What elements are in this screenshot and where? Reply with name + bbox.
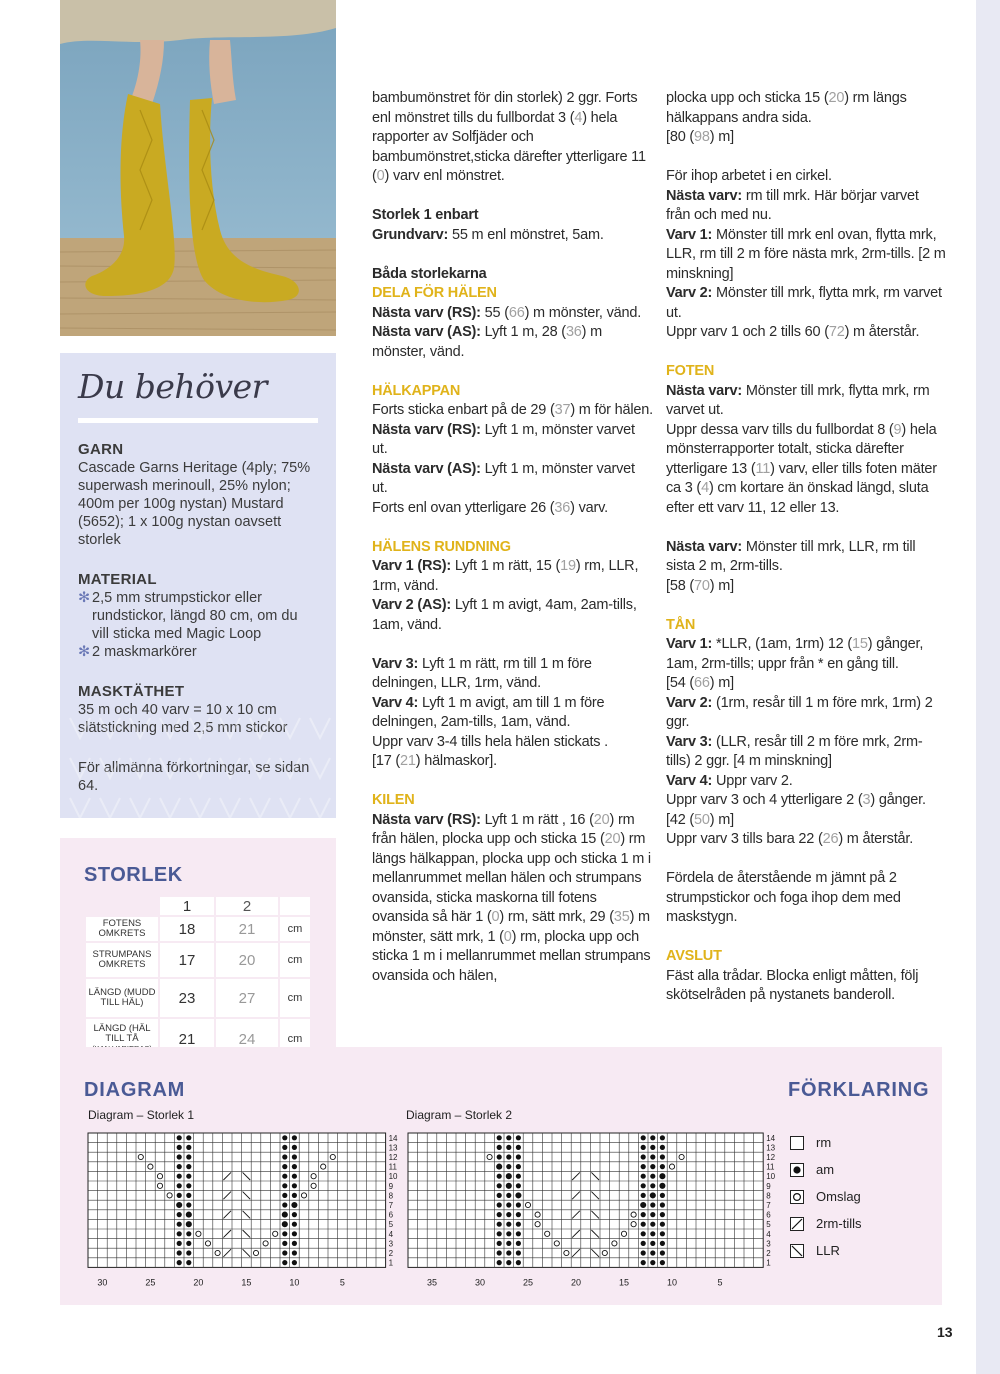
- purl-symbol: [650, 1164, 655, 1169]
- paragraph: bambumönstret för din storlek) 2 ggr. Forts enl mönstret tills du fullbordat 3 (4) hela rapporter av Solfjäder och bambumönstret,sticka därefter ytterligare 11 (0) varv enl mönstret.: [372, 90, 646, 184]
- legend-item: LLR: [790, 1237, 862, 1264]
- purl-symbol: [660, 1154, 665, 1159]
- purl-symbol-icon: [790, 1163, 804, 1177]
- paragraph: plocka upp och sticka 15 (20) rm längs hälkappans andra sida.: [666, 90, 907, 126]
- column-label: 20: [570, 1277, 582, 1288]
- row-label: 11: [388, 1162, 397, 1172]
- purl-symbol: [641, 1183, 646, 1188]
- paragraph: Uppr varv 3-4 tills hela hälen stickats .: [372, 733, 608, 750]
- paragraph: [80 (98) m]: [666, 129, 734, 145]
- chart-diagram-size-1: [84, 1129, 404, 1289]
- purl-symbol: [186, 1174, 191, 1179]
- page-number: 13: [937, 1324, 953, 1340]
- row-label: 9: [766, 1181, 771, 1191]
- purl-symbol: [497, 1222, 502, 1227]
- purl-symbol: [282, 1231, 287, 1236]
- legend-item: am: [790, 1156, 862, 1183]
- purl-symbol: [641, 1212, 646, 1217]
- purl-symbol: [641, 1154, 646, 1159]
- purl-symbol: [506, 1154, 511, 1159]
- row-label: 10: [388, 1172, 398, 1182]
- size-row-label: LÄNGD (MUDD TILL HÄL): [86, 979, 158, 1017]
- paragraph: Nästa varv (RS): 55 (66) m mönster, vänd.: [372, 304, 642, 321]
- purl-symbol: [506, 1135, 511, 1140]
- purl-symbol: [292, 1145, 297, 1150]
- row-label: 2: [388, 1249, 394, 1258]
- purl-symbol: [516, 1174, 521, 1179]
- paragraph: Varv 1: *LLR, (1am, 1rm) 12 (15) gånger, 1am, 2rm-tills; uppr från * en gång till.: [666, 636, 924, 672]
- row-label: 8: [766, 1191, 771, 1201]
- yarn-over-symbol-icon: [790, 1190, 804, 1204]
- paragraph: Varv 1 (RS): Lyft 1 m rätt, 15 (19) rm, LLR, 1rm, vänd.: [372, 558, 639, 594]
- paragraph: Varv 4: Lyft 1 m avigt, am till 1 m före delningen, 2am-tills, 1am, vänd.: [372, 694, 605, 730]
- size1-heading: Storlek 1 enbart: [372, 207, 479, 223]
- row-label: 12: [388, 1153, 398, 1162]
- materials-panel: [60, 353, 336, 818]
- section-heading: TÅN: [666, 616, 696, 633]
- purl-symbol: [650, 1202, 655, 1207]
- purl-symbol: [660, 1145, 665, 1150]
- row-label: 6: [388, 1210, 394, 1220]
- purl-symbol: [497, 1231, 502, 1236]
- column-label: 25: [145, 1277, 156, 1288]
- purl-symbol: [292, 1183, 297, 1188]
- column-label: 10: [289, 1277, 300, 1288]
- purl-symbol: [650, 1222, 655, 1227]
- purl-symbol: [186, 1145, 191, 1150]
- purl-symbol: [186, 1260, 191, 1265]
- instructions-column-2: [666, 89, 946, 1006]
- row-label: 11: [766, 1162, 775, 1172]
- purl-symbol: [282, 1174, 287, 1179]
- purl-symbol: [497, 1250, 502, 1255]
- purl-symbol: [497, 1135, 502, 1140]
- snowflake-bullet-icon: ✻: [78, 590, 91, 606]
- paragraph: För ihop arbetet i en cirkel.: [666, 168, 832, 184]
- purl-symbol: [282, 1250, 287, 1255]
- row-label: 4: [766, 1229, 771, 1239]
- legend-item: rm: [790, 1129, 862, 1156]
- purl-symbol: [497, 1145, 502, 1150]
- row-label: 10: [766, 1172, 776, 1182]
- purl-symbol: [641, 1145, 646, 1150]
- purl-symbol: [177, 1183, 182, 1188]
- purl-symbol: [292, 1174, 297, 1179]
- title-underline: [78, 418, 318, 423]
- purl-symbol: [282, 1202, 287, 1207]
- purl-symbol: [506, 1250, 511, 1255]
- purl-symbol: [186, 1135, 191, 1140]
- purl-symbol: [650, 1212, 655, 1217]
- purl-symbol: [516, 1250, 521, 1255]
- purl-symbol: [497, 1174, 502, 1179]
- purl-symbol: [282, 1193, 287, 1198]
- purl-symbol: [516, 1154, 521, 1159]
- purl-symbol: [186, 1193, 191, 1198]
- purl-symbol: [506, 1260, 511, 1265]
- purl-symbol: [177, 1154, 182, 1159]
- purl-symbol: [177, 1241, 182, 1246]
- paragraph: Nästa varv (AS): Lyft 1 m, 28 (36) m mönster, vänd.: [372, 324, 603, 360]
- paragraph: [42 (50) m]: [666, 811, 734, 828]
- paragraph: Varv 3: Lyft 1 m rätt, rm till 1 m före delningen, LLR, 1rm, vänd.: [372, 655, 592, 691]
- diagram-panel: [60, 1047, 942, 1305]
- purl-symbol: [660, 1202, 665, 1207]
- purl-symbol: [516, 1231, 521, 1236]
- purl-symbol: [641, 1135, 646, 1140]
- paragraph: Uppr varv 3 tills bara 22 (26) m återstår.: [666, 831, 914, 847]
- row-label: 14: [766, 1133, 776, 1143]
- paragraph: Varv 2 (AS): Lyft 1 m avigt, 4am, 2am-tills, 1am, vänd.: [372, 597, 637, 633]
- column-label: 15: [618, 1277, 630, 1288]
- chart-2-caption: Diagram – Storlek 2: [406, 1108, 513, 1122]
- row-label: 14: [388, 1133, 398, 1143]
- purl-symbol: [497, 1154, 502, 1159]
- row-label: 8: [388, 1191, 394, 1201]
- row-label: 12: [766, 1153, 776, 1162]
- purl-symbol: [641, 1222, 646, 1227]
- purl-symbol: [177, 1174, 182, 1179]
- purl-symbol: [660, 1241, 665, 1246]
- instructions-column-1: [372, 89, 654, 986]
- paragraph: Forts enl ovan ytterligare 26 (36) varv.: [372, 499, 608, 516]
- purl-symbol: [186, 1250, 191, 1255]
- chart-1-caption: Diagram – Storlek 1: [88, 1108, 195, 1122]
- purl-symbol: [177, 1222, 182, 1227]
- size-table: [84, 895, 312, 1061]
- purl-symbol: [292, 1260, 297, 1265]
- paragraph: Uppr dessa varv tills du fullbordat 8 (9) hela mönsterrapporter totalt, sticka därefter ytterligare 13 (11) varv, eller tills foten mäter ca 3 (4) cm kortare än önskad längd, sluta efter ett varv 11, 12 eller 13.: [666, 421, 937, 516]
- purl-symbol: [177, 1250, 182, 1255]
- purl-symbol: [292, 1231, 297, 1236]
- k2tog-symbol-icon: [790, 1217, 804, 1231]
- legend-item: 2rm-tills: [790, 1210, 862, 1237]
- purl-symbol: [506, 1164, 511, 1169]
- row-label: 6: [766, 1210, 771, 1220]
- section-heading: AVSLUT: [666, 948, 722, 964]
- purl-symbol: [292, 1212, 297, 1217]
- row-label: 5: [388, 1220, 394, 1230]
- purl-symbol: [292, 1154, 297, 1159]
- purl-symbol: [650, 1183, 655, 1188]
- purl-symbol: [641, 1250, 646, 1255]
- row-label: 13: [766, 1143, 776, 1153]
- column-label: 30: [97, 1277, 108, 1288]
- paragraph: Fäst alla trådar. Blocka enligt måtten, följ skötselråden på nystanets banderoll.: [666, 967, 919, 1003]
- yarn-text: Cascade Garns Heritage (4ply; 75% superwash merinoull, 25% nylon; 400m per 100g nystan) Mustard (5652); 1 x 100g nystan oavsett storlek: [78, 460, 311, 548]
- row-label: 7: [766, 1201, 771, 1210]
- purl-symbol: [282, 1145, 287, 1150]
- purl-symbol: [641, 1231, 646, 1236]
- size-row: STRUMPANS OMKRETS 17 20 cm: [86, 943, 310, 977]
- section-heading: DELA FÖR HÄLEN: [372, 285, 497, 301]
- purl-symbol: [186, 1164, 191, 1169]
- paragraph: Varv 3: (LLR, resår till 2 m före mrk, 2rm-tills) 2 ggr. [4 m minskning]: [666, 733, 923, 769]
- purl-symbol: [282, 1164, 287, 1169]
- purl-symbol: [292, 1135, 297, 1140]
- legend-title: FÖRKLARING: [788, 1079, 930, 1101]
- purl-symbol: [641, 1174, 646, 1179]
- purl-symbol: [660, 1260, 665, 1265]
- paragraph: Grundvarv: 55 m enl mönstret, 5am.: [372, 226, 604, 243]
- diagram-title: DIAGRAM: [84, 1079, 186, 1101]
- purl-symbol: [506, 1241, 511, 1246]
- purl-symbol: [497, 1183, 502, 1188]
- size-row-label: LÄNGD (HÄL TILL TÅ: [86, 1019, 158, 1059]
- purl-symbol: [177, 1231, 182, 1236]
- section-heading: HÄLENS RUNDNING: [372, 538, 511, 555]
- purl-symbol: [650, 1241, 655, 1246]
- snowflake-bullet-icon: ✻: [78, 644, 91, 660]
- purl-symbol: [506, 1231, 511, 1236]
- size-2-header: 2: [216, 897, 278, 915]
- size-row: LÄNGD (MUDD TILL HÄL) 23 27 cm: [86, 979, 310, 1017]
- chart-diagram-size-2: [404, 1129, 778, 1289]
- purl-symbol: [641, 1241, 646, 1246]
- purl-symbol: [282, 1183, 287, 1188]
- section-heading: HÄLKAPPAN: [372, 382, 461, 399]
- sock-photo: [60, 0, 336, 336]
- column-label: 20: [193, 1277, 204, 1288]
- purl-symbol: [660, 1212, 665, 1217]
- purl-symbol: [186, 1241, 191, 1246]
- size-row-label: FOTENS OMKRETS: [86, 917, 158, 941]
- purl-symbol: [516, 1202, 521, 1207]
- purl-symbol: [292, 1193, 297, 1198]
- row-label: 9: [388, 1181, 394, 1191]
- purl-symbol: [497, 1202, 502, 1207]
- column-label: 10: [666, 1277, 678, 1288]
- page-edge-strip: [976, 0, 1000, 1374]
- column-label: 15: [241, 1277, 252, 1288]
- purl-symbol: [292, 1250, 297, 1255]
- purl-symbol: [177, 1164, 182, 1169]
- size-panel: [60, 838, 336, 1050]
- paragraph: [54 (66) m]: [666, 675, 734, 691]
- purl-symbol: [650, 1145, 655, 1150]
- section-heading: KILEN: [372, 792, 415, 808]
- material-heading: MATERIAL: [78, 571, 157, 588]
- gauge-text: 35 m och 40 varv = 10 x 10 cm slätstickning med 2,5 mm stickor: [78, 702, 288, 736]
- legend-item: Omslag: [790, 1183, 862, 1210]
- purl-symbol: [516, 1260, 521, 1265]
- purl-symbol: [660, 1164, 665, 1169]
- purl-symbol: [650, 1250, 655, 1255]
- purl-symbol: [177, 1145, 182, 1150]
- paragraph: Nästa varv: rm till mrk. Här börjar varvet från och med nu.: [666, 187, 919, 223]
- purl-symbol: [506, 1193, 511, 1198]
- purl-symbol: [516, 1135, 521, 1140]
- paragraph: Forts sticka enbart på de 29 (37) m för hälen.: [372, 402, 653, 418]
- paragraph: Nästa varv (RS): Lyft 1 m rätt , 16 (20) rm från hälen, plocka upp och sticka 15 (20) rm längs hälkappan, plocka upp och sticka 1 m i mellanrummet mellan hälen och strumpans ovansida, sticka maskorna till fotens ovansida så här 1 (0) rm, sätt mrk, 29 (35) m mönster, sätt mrk, 1 (0) rm, plocka upp och sticka 1 m i mellanrummet mellan strumpans ovansida och hälen,: [372, 811, 651, 984]
- row-label: 7: [388, 1201, 394, 1210]
- yarn-heading: GARN: [78, 441, 124, 458]
- purl-symbol: [506, 1202, 511, 1207]
- purl-symbol: [177, 1212, 182, 1217]
- purl-symbol: [516, 1222, 521, 1227]
- purl-symbol: [650, 1154, 655, 1159]
- paragraph: Nästa varv (RS): Lyft 1 m, mönster varvet ut.: [372, 421, 635, 457]
- row-label: 3: [766, 1239, 771, 1249]
- row-label: 4: [388, 1229, 394, 1239]
- purl-symbol: [660, 1135, 665, 1140]
- purl-symbol: [282, 1135, 287, 1140]
- column-label: 30: [474, 1277, 486, 1288]
- size-1-header: 1: [160, 897, 214, 915]
- size-row-label: STRUMPANS OMKRETS: [86, 943, 158, 977]
- purl-symbol: [660, 1193, 665, 1198]
- paragraph: Varv 2: Mönster till mrk, flytta mrk, rm varvet ut.: [666, 285, 942, 321]
- purl-symbol: [516, 1145, 521, 1150]
- purl-symbol: [516, 1183, 521, 1188]
- purl-symbol: [641, 1260, 646, 1265]
- row-label: 3: [388, 1239, 394, 1249]
- paragraph: [17 (21) hälmaskor].: [372, 753, 497, 769]
- material-item: ✻ 2,5 mm strumpstickor eller rundstickor, längd 80 cm, om du vill sticka med Magic Loop: [78, 590, 298, 642]
- size-title: STORLEK: [84, 864, 183, 886]
- column-label: 25: [522, 1277, 534, 1288]
- purl-symbol: [186, 1183, 191, 1188]
- purl-symbol: [641, 1193, 646, 1198]
- abbreviations-note: För allmänna förkortningar, se sidan 64.: [78, 760, 310, 794]
- column-label: 5: [339, 1277, 345, 1288]
- paragraph: [58 (70) m]: [666, 577, 734, 594]
- purl-symbol: [177, 1260, 182, 1265]
- row-label: 2: [766, 1249, 771, 1258]
- paragraph: Fördela de återstående m jämnt på 2 strumpstickor och foga ihop dem med maskstygn.: [666, 870, 901, 925]
- purl-symbol: [506, 1222, 511, 1227]
- purl-symbol: [650, 1135, 655, 1140]
- purl-symbol: [292, 1164, 297, 1169]
- paragraph: Nästa varv: Mönster till mrk, LLR, rm till sista 2 m, 2rm-tills.: [666, 538, 916, 574]
- purl-symbol: [516, 1241, 521, 1246]
- purl-symbol: [660, 1222, 665, 1227]
- legend: [790, 1129, 862, 1264]
- size-row: LÄNGD (HÄL TILL TÅ 21 24 cm: [86, 1019, 310, 1059]
- gauge-heading: MASKTÄTHET: [78, 683, 185, 700]
- paragraph: Varv 1: Mönster till mrk enl ovan, flytta mrk, LLR, rm till 2 m före nästa mrk, 2rm-tills. [2 m minskning]: [666, 226, 946, 282]
- purl-symbol: [282, 1260, 287, 1265]
- column-label: 35: [426, 1277, 438, 1288]
- row-label: 5: [766, 1220, 771, 1230]
- purl-symbol: [660, 1231, 665, 1236]
- purl-symbol: [497, 1260, 502, 1265]
- purl-symbol: [497, 1193, 502, 1198]
- purl-symbol: [177, 1193, 182, 1198]
- purl-symbol: [186, 1202, 191, 1207]
- row-label: 1: [766, 1258, 771, 1268]
- purl-symbol: [497, 1212, 502, 1217]
- paragraph: Varv 2: (1rm, resår till 1 m före mrk, 1rm) 2 ggr.: [666, 694, 933, 730]
- purl-symbol: [292, 1222, 297, 1227]
- purl-symbol: [282, 1154, 287, 1159]
- llr-symbol-icon: [790, 1244, 804, 1258]
- paragraph: Uppr varv 3 och 4 ytterligare 2 (3) gånger.: [666, 792, 926, 808]
- section-heading: FOTEN: [666, 363, 715, 379]
- purl-symbol: [641, 1164, 646, 1169]
- both-sizes-heading: Båda storlekarna: [372, 265, 487, 282]
- knit-texture-decoration: [60, 698, 336, 818]
- purl-symbol: [282, 1241, 287, 1246]
- purl-symbol: [650, 1174, 655, 1179]
- purl-symbol: [516, 1164, 521, 1169]
- paragraph: Nästa varv: Mönster till mrk, flytta mrk, rm varvet ut.: [666, 382, 930, 418]
- row-label: 13: [388, 1143, 398, 1153]
- paragraph: Uppr varv 1 och 2 tills 60 (72) m återstår.: [666, 324, 920, 340]
- size-row: FOTENS OMKRETS 18 21 cm: [86, 917, 310, 941]
- row-label: 1: [388, 1258, 394, 1268]
- material-item: ✻ 2 maskmarkörer: [78, 644, 197, 660]
- purl-symbol: [650, 1231, 655, 1236]
- purl-symbol: [186, 1154, 191, 1159]
- materials-title: Du behöver: [78, 367, 267, 406]
- sock-photo-illustration: [60, 0, 336, 336]
- purl-symbol: [516, 1212, 521, 1217]
- column-label: 5: [717, 1277, 723, 1288]
- paragraph: Varv 4: Uppr varv 2.: [666, 772, 793, 789]
- purl-symbol: [292, 1241, 297, 1246]
- purl-symbol: [506, 1145, 511, 1150]
- purl-symbol: [177, 1135, 182, 1140]
- purl-symbol: [506, 1212, 511, 1217]
- knit-symbol-icon: [790, 1136, 804, 1150]
- paragraph: Nästa varv (AS): Lyft 1 m, mönster varvet ut.: [372, 460, 635, 496]
- purl-symbol: [650, 1260, 655, 1265]
- purl-symbol: [497, 1241, 502, 1246]
- purl-symbol: [660, 1250, 665, 1255]
- purl-symbol: [186, 1231, 191, 1236]
